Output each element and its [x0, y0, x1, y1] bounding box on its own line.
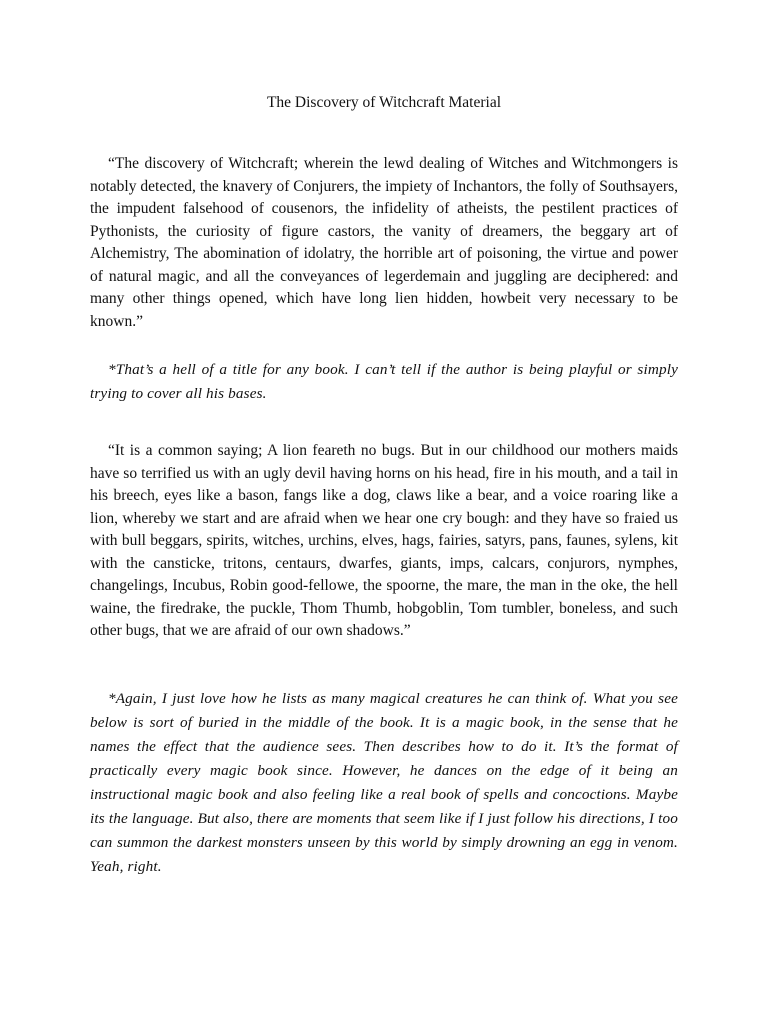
commentary-paragraph-title: *That’s a hell of a title for any book. I can’t tell if the author is being playful or simply trying to cover all his bases. — [90, 361, 678, 402]
commentary-paragraph-creatures: *Again, I just love how he lists as many magical creatures he can think of. What you see below is sort of buried in the middle of the book. It is a magic book, in the sense that he names the effect that the audience sees. Then describes how to do it. It’s the format of practically every magic book since. However, he dances on the edge of it being an instructional magic book and also feeling like a real book of spells and concoctions. Maybe its the language. But also, there are moments that seem like if I just follow his directions, I too can summon the darkest monsters unseen by this world by simply drowning an egg in venom. Yeah, right. — [90, 690, 678, 875]
quote-paragraph-bugs: “It is a common saying; A lion feareth no bugs. But in our childhood our mothers maids have so terrified us with an ugly devil having horns on his head, fire in his mouth, and a tail in his breech, eyes like a bason, fangs like a dog, claws like a bear, and a voice roaring like a lion, whereby we start and are afraid when we hear one cry bough: and they have so fraied us with bull beggars, spirits, witches, urchins, elves, hags, fairies, satyrs, pans, faunes, sylens, kit with the cansticke, tritons, centaurs, dwarfes, giants, imps, calcars, conjurors, nymphes, changelings, Incubus, Robin good-fellowe, the spoorne, the mare, the man in the oke, the hell waine, the firedrake, the puckle, Thom Thumb, hobgoblin, Tom tumbler, boneless, and such other bugs, that we are afraid of our own shadows.” — [90, 442, 678, 639]
document-title: The Discovery of Witchcraft Material — [266, 94, 502, 111]
quote-paragraph-title: “The discovery of Witchcraft; wherein the lewd dealing of Witches and Witchmongers is notably detected, the knavery of Conjurers, the impiety of Inchantors, the folly of Southsayers, the impudent falsehood of cousenors, the infidelity of atheists, the pestilent practices of Pythonists, the curiosity of figure castors, the vanity of dreamers, the beggary art of Alchemistry, The abomination of idolatry, the horrible art of poisoning, the virtue and power of natural magic, and all the conveyances of legerdemain and juggling are deciphered: and many other things opened, which have long lien hidden, howbeit very necessary to be known.” — [90, 155, 678, 330]
